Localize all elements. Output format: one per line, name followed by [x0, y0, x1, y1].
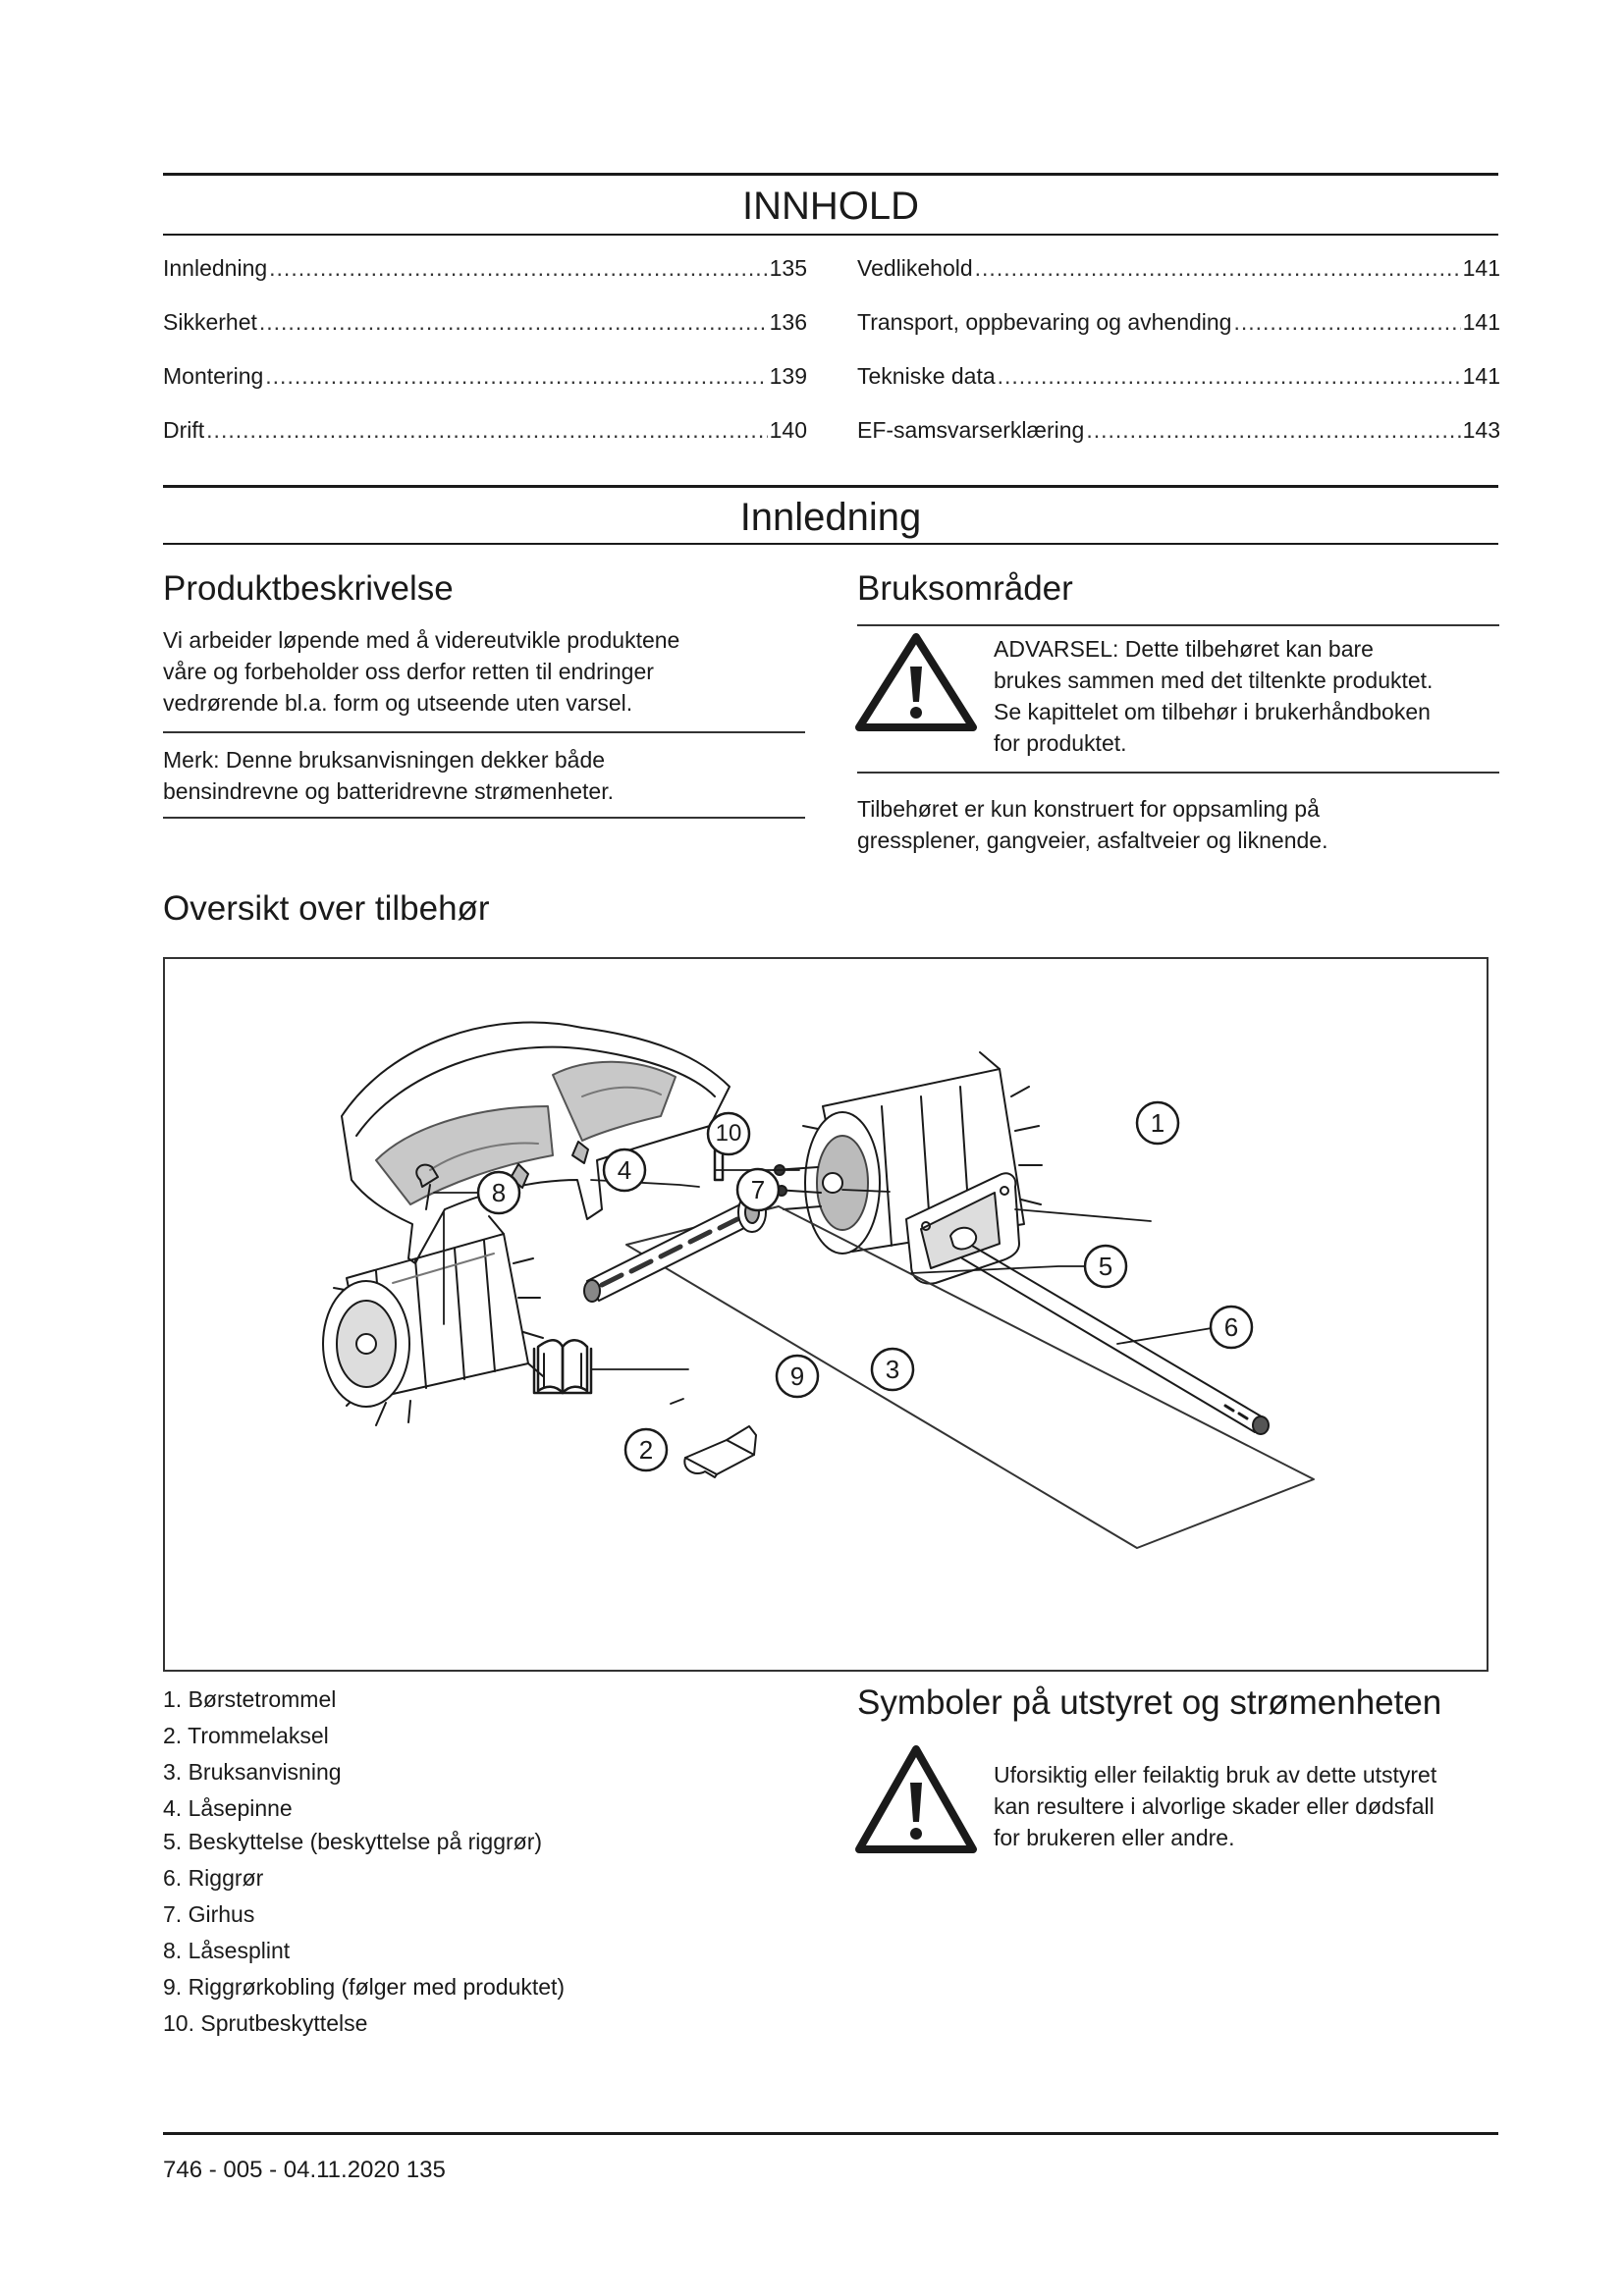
overview-heading: Oversikt over tilbehør — [163, 889, 490, 928]
tube-coupling-drawing — [684, 1426, 756, 1477]
legend-item: 6. Riggrør — [163, 1865, 264, 1891]
legend-item: 1. Børstetrommel — [163, 1686, 337, 1712]
toc-entry[interactable]: EF-samsvarserklæring ..... 143 — [857, 417, 1500, 447]
accessory-drawing — [165, 959, 1487, 1670]
legend-item: 4. Låsepinne — [163, 1795, 293, 1821]
legend-item: 8. Låsesplint — [163, 1938, 291, 1963]
top-rule — [163, 173, 1498, 176]
warning-label: ADVARSEL — [994, 636, 1113, 662]
symbols-text: Uforsiktig eller feilaktig bruk av dette utstyret kan resultere i alvorlige skader eller dødsfall for brukeren eller andre. — [994, 1762, 1437, 1850]
tube-protection-drawing — [906, 1173, 1019, 1283]
toc-entry[interactable]: Innledning ..... 135 — [163, 255, 807, 285]
note-rule — [163, 817, 805, 819]
legend-item: 9. Riggrørkobling (følger med produktet) — [163, 1974, 566, 2000]
toc-entry[interactable]: Drift ..... 140 — [163, 417, 807, 447]
drum-shaft-drawing — [584, 1193, 766, 1302]
callout-10: 10 — [715, 1120, 742, 1147]
toc-entry[interactable]: Vedlikehold ..... 141 — [857, 255, 1500, 285]
usage-text: Tilbehøret er kun konstruert for oppsamling på gressplener, gangveier, asfaltveier og liknende. — [857, 796, 1328, 853]
legend-item: 5. Beskyttelse (beskyttelse på riggrør) — [163, 1829, 543, 1854]
legend-item: 2. Trommelaksel — [163, 1723, 329, 1748]
note-rule — [163, 731, 805, 733]
lock-pin-drawing — [715, 1150, 723, 1180]
footer-rule — [163, 2132, 1498, 2135]
toc-entry[interactable]: Tekniske data ..... 141 — [857, 363, 1500, 393]
legend-item: 10. Sprutbeskyttelse — [163, 2010, 368, 2036]
toc-entry[interactable]: Transport, oppbevaring og avhending ..... 141 — [857, 309, 1500, 339]
splash-guard-drawing — [342, 1022, 730, 1263]
usage-warning: ADVARSEL: Dette tilbehøret kan bare brukes sammen med det tiltenkte produktet. Se kapittelet om tilbehør i brukerhåndboken for produktet. — [994, 636, 1434, 756]
brush-drum-lower-drawing — [323, 1216, 543, 1425]
callout-5: 5 — [1098, 1252, 1113, 1281]
toc-entry[interactable]: Montering ..... 139 — [163, 363, 807, 393]
accessory-figure — [163, 957, 1489, 1672]
usage-heading: Bruksområder — [857, 569, 1073, 608]
toc-title: INNHOLD — [741, 185, 920, 228]
product-note: Merk: Denne bruksanvisningen dekker både bensindrevne og batteridrevne strømenheter. — [163, 747, 614, 804]
callout-4: 4 — [617, 1155, 632, 1185]
warning-triangle-icon — [855, 1745, 977, 1855]
callout-3: 3 — [885, 1355, 900, 1384]
section-rule — [163, 485, 1498, 488]
toc-entry[interactable]: Sikkerhet ..... 136 — [163, 309, 807, 339]
warning-rule — [857, 624, 1499, 626]
product-text: Vi arbeider løpende med å videreutvikle produktene våre og forbeholder oss derfor retten til endringer vedrørende bl.a. form og utseende uten varsel. — [163, 627, 680, 716]
callout-8: 8 — [491, 1178, 507, 1207]
callout-9: 9 — [789, 1362, 805, 1391]
callout-7: 7 — [750, 1175, 766, 1204]
product-heading: Produktbeskrivelse — [163, 569, 454, 608]
manual-book-icon — [534, 1340, 591, 1393]
legend-item: 7. Girhus — [163, 1901, 255, 1927]
callout-2: 2 — [638, 1435, 654, 1465]
legend-item: 3. Bruksanvisning — [163, 1759, 342, 1785]
warning-triangle-icon — [855, 633, 977, 731]
footer-text: 746 - 005 - 04.11.2020 135 — [163, 2157, 446, 2183]
callout-1: 1 — [1150, 1108, 1165, 1138]
section-title: Innledning — [739, 496, 922, 539]
callout-6: 6 — [1223, 1312, 1239, 1342]
toc-title-rule — [163, 234, 1498, 236]
section-title-rule — [163, 543, 1498, 545]
warning-rule — [857, 772, 1499, 774]
symbols-heading: Symboler på utstyret og strømenheten — [857, 1683, 1442, 1722]
